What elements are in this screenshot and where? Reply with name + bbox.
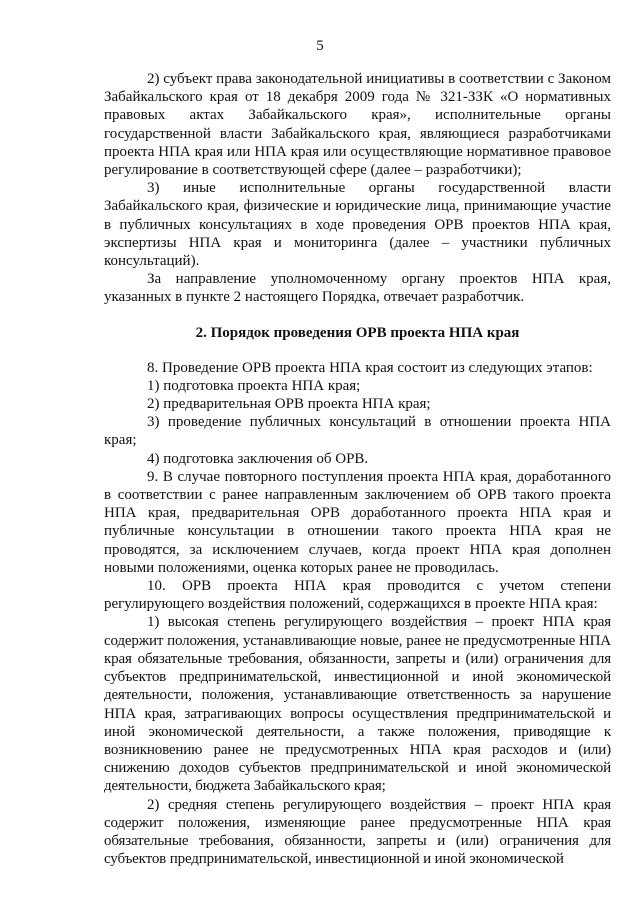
paragraph-stage-4: 4) подготовка заключения об ОРВ.	[147, 450, 369, 467]
paragraph-item-9: 9. В случае повторного поступления проекта НПА края, доработанного в соответствии с ранее направленным заключением об ОРВ такого проекта НПА края, предварительная ОРВ доработанного проекта НПА края и публичные консультации в отношении такого проекта НПА края не проводятся, за исключением случаев, когда проект НПА края дополнен новыми положениями, оценка которых ранее не проводилась.	[104, 468, 611, 576]
paragraph-stage-1: 1) подготовка проекта НПА края;	[147, 377, 361, 394]
paragraph-stage-2: 2) предварительная ОРВ проекта НПА края;	[147, 396, 431, 413]
paragraph-high-impact: 1) высокая степень регулирующего воздействия – проект НПА края содержит положения, устанавливающие новые, ранее не предусмотренные НПА края обязательные требования, обязанности, запреты и (или) ограничения для субъектов предпринимательской, инвестиционной и иной экономической деятельности, положения, устанавливающие ответственность за нарушение НПА края, затрагивающих вопросы осуществления предпринимательской и иной экономической деятельности, а также положения, приводящие к возникновению ранее не предусмотренных НПА края расходов и (или) снижению доходов субъектов предпринимательской и иной экономической деятельности, бюджета Забайкальского края;	[104, 614, 611, 795]
paragraph-medium-impact: 2) средняя степень регулирующего воздействия – проект НПА края содержит положения, изменяющие ранее предусмотренные НПА края обязательные требования, обязанности, запреты и (или) ограничения для субъектов предпринимательской, инвестиционной и иной экономической	[104, 796, 611, 868]
paragraph-developers: 2) субъект права законодательной инициативы в соответствии с Законом Забайкальского края от 18 декабря 2009 года № 321-ЗЗК «О нормативных правовых актах Забайкальского края», исполнительные органы государственной власти Забайкальского края, являющиеся разработчиками проекта НПА края или НПА края или осуществляющие нормативное правовое регулирование в соответствующей сфере (далее – разработчики);	[104, 71, 611, 179]
paragraph-consultation-participants: 3) иные исполнительные органы государственной власти Забайкальского края, физические и юридические лица, принимающие участие в публичных консультациях в ходе проведения ОРВ проектов НПА края, экспертизы НПА края и мониторинга (далее – участники публичных консультаций).	[104, 180, 611, 270]
paragraph-stage-3: 3) проведение публичных консультаций в отношении проекта НПА края;	[104, 414, 611, 449]
page-number: 5	[316, 38, 324, 54]
document-body	[104, 70, 611, 868]
paragraph-responsibility: За направление уполномоченному органу проектов НПА края, указанных в пункте 2 настоящего Порядка, отвечает разработчик.	[104, 271, 611, 306]
paragraph-item-8: 8. Проведение ОРВ проекта НПА края состоит из следующих этапов:	[147, 359, 593, 376]
section-heading: 2. Порядок проведения ОРВ проекта НПА края	[195, 324, 520, 341]
paragraph-item-10: 10. ОРВ проекта НПА края проводится с учетом степени регулирующего воздействия положений, содержащихся в проекте НПА края:	[104, 578, 611, 613]
